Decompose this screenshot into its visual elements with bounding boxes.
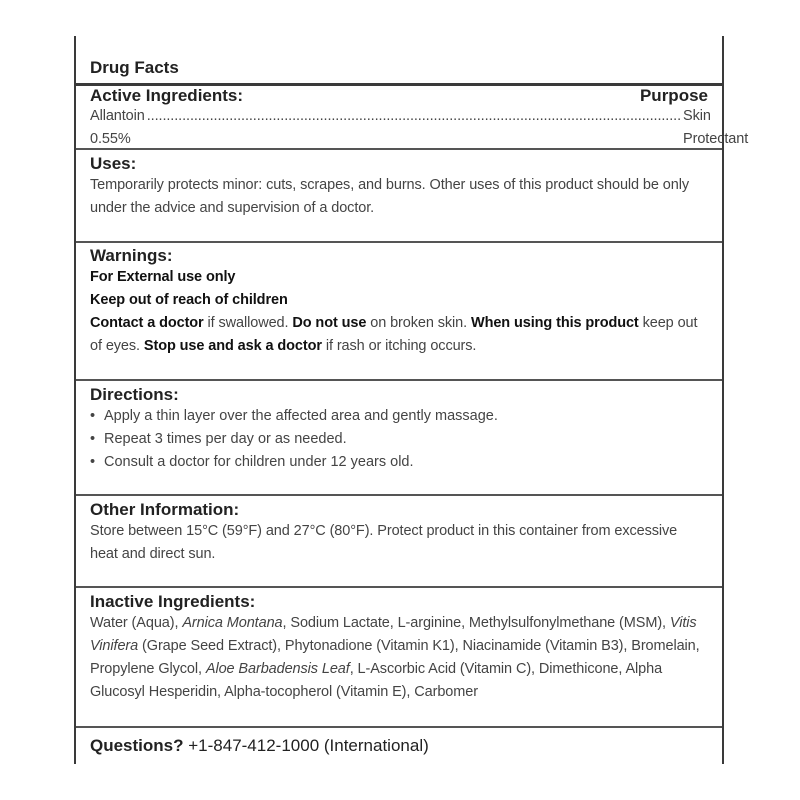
divider-warnings <box>76 379 722 381</box>
directions-section <box>76 385 722 474</box>
active-ingredient: Allantoin 0.55% <box>90 108 145 147</box>
purpose-heading: Purpose <box>639 86 708 105</box>
directions-list <box>90 405 708 474</box>
active-ingredients-heading: Active Ingredients: <box>90 86 244 105</box>
direction-item: • Repeat 3 times per day or as needed. <box>90 428 708 451</box>
divider-active <box>76 148 722 150</box>
divider-directions <box>76 494 722 496</box>
other-information-section <box>76 500 722 566</box>
drug-facts-title-section <box>76 58 722 78</box>
uses-section <box>76 154 722 220</box>
divider-inactive <box>76 726 722 728</box>
questions-section <box>76 736 722 756</box>
drug-facts-panel <box>74 36 749 764</box>
warnings-detail: Contact a doctor if swallowed. Do not use on broken skin. When using this product keep out of eyes. Stop use and ask a doctor if rash or itching occurs. <box>90 315 698 354</box>
warnings-heading: Warnings: <box>90 246 173 265</box>
warnings-section <box>76 246 722 358</box>
direction-item: • Consult a doctor for children under 12 years old. <box>90 451 708 474</box>
divider-uses <box>76 241 722 243</box>
other-information-heading: Other Information: <box>90 500 240 519</box>
questions-phone: +1-847-412-1000 (International) <box>183 736 429 755</box>
inactive-ingredients-text: Water (Aqua), Arnica Montana, Sodium Lactate, L-arginine, Methylsulfonylmethane (MSM), Vitis Vinifera (Grape Seed Extract), Phytonadione (Vitamin K1), Niacinamide (Vitamin B3), Bromelain, Propylene Glycol, Aloe Barbadensis Leaf, L-Ascorbic Acid (Vitamin C), Dimethicone, Alpha Glucosyl Hesperidin, Alpha-tocopherol (Vitamin E), Carbomer <box>90 615 700 700</box>
divider-other <box>76 586 722 588</box>
active-purpose: Skin Protectant <box>683 108 749 147</box>
drug-facts-title: Drug Facts <box>90 58 179 77</box>
children-warning: Keep out of reach of children <box>90 292 288 308</box>
other-information-text: Store between 15°C (59°F) and 27°C (80°F). Protect product in this container from excessive heat and direct sun. <box>90 523 678 562</box>
leader-dots: ........................................................................................................................................ <box>146 108 682 124</box>
uses-text: Temporarily protects minor: cuts, scrapes, and burns. Other uses of this product should be only under the advice and supervision of a doctor. <box>90 177 689 216</box>
inactive-ingredients-heading: Inactive Ingredients: <box>90 592 256 611</box>
direction-item: • Apply a thin layer over the affected area and gently massage. <box>90 405 708 428</box>
inactive-ingredients-section <box>76 592 722 704</box>
questions-label: Questions? <box>90 736 184 755</box>
directions-heading: Directions: <box>90 385 179 404</box>
uses-heading: Uses: <box>90 154 137 173</box>
external-use-warning: For External use only <box>90 269 236 285</box>
active-ingredients-section <box>76 86 749 151</box>
